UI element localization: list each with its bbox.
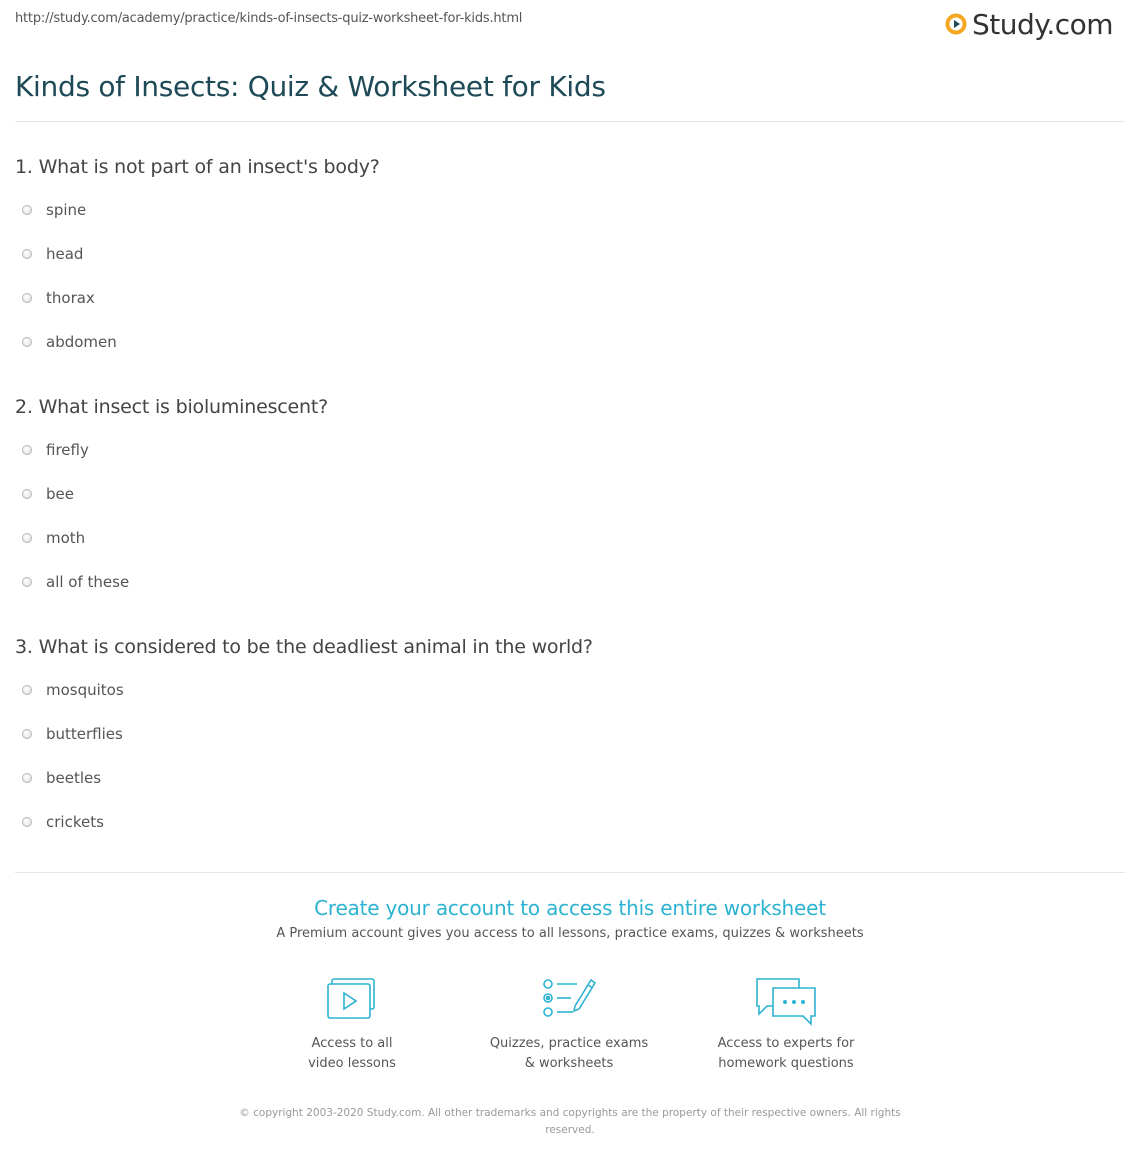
copyright-notice: © copyright 2003-2020 Study.com. All other trademarks and copyrights are the property of their respective owners. All rights reserved. [239,1107,901,1136]
header-divider [15,121,1125,122]
radio-button[interactable] [22,577,32,587]
feature-video-lessons [252,976,452,1074]
answer-label: beetles [46,769,102,787]
answer-option[interactable] [22,812,104,832]
radio-button[interactable] [22,773,32,783]
answer-option[interactable] [22,332,117,352]
answer-label: thorax [46,289,95,307]
answer-option[interactable] [22,724,123,744]
logo-text: Study.com [972,7,1114,41]
answer-label: bee [46,485,74,503]
answer-option[interactable] [22,440,89,460]
radio-button[interactable] [22,685,32,695]
answer-label: moth [46,529,86,547]
radio-button[interactable] [22,489,32,499]
feature-quizzes [469,976,669,1074]
answer-label: butterflies [46,725,123,743]
feature-experts [686,976,886,1074]
section-divider [15,872,1125,873]
answer-option[interactable] [22,572,129,592]
question-2: 2. What insect is bioluminescent? [15,396,329,418]
answer-option[interactable] [22,288,95,308]
radio-button[interactable] [22,293,32,303]
create-account-link[interactable]: Create your account to access this entire worksheet [314,896,826,920]
feature-label-line: Quizzes, practice exams [489,1036,649,1051]
answer-label: mosquitos [46,681,124,699]
feature-label-line: Access to all [311,1036,393,1051]
radio-button[interactable] [22,729,32,739]
radio-button[interactable] [22,205,32,215]
chat-bubbles-icon [753,976,819,1028]
quiz-checklist-icon [541,976,597,1022]
page-url: http://study.com/academy/practice/kinds-of-insects-quiz-worksheet-for-kids.html [15,11,523,26]
answer-option[interactable] [22,244,83,264]
radio-button[interactable] [22,817,32,827]
feature-label-line: homework questions [718,1056,854,1071]
answer-option[interactable] [22,200,86,220]
feature-label-line: Access to experts for [717,1036,855,1051]
radio-button[interactable] [22,337,32,347]
video-lessons-icon [326,976,378,1022]
study-logo[interactable] [944,6,1113,42]
answer-option[interactable] [22,528,85,548]
radio-button[interactable] [22,445,32,455]
answer-label: firefly [46,441,89,459]
feature-label-line: video lessons [308,1056,396,1071]
answer-label: all of these [46,573,130,591]
answer-label: crickets [46,813,104,831]
answer-label: abdomen [46,333,117,351]
premium-description: A Premium account gives you access to all lessons, practice exams, quizzes & worksheets [276,926,864,941]
page-title: Kinds of Insects: Quiz & Worksheet for Kids [15,70,606,103]
answer-option[interactable] [22,680,124,700]
answer-label: spine [46,201,87,219]
question-3: 3. What is considered to be the deadliest animal in the world? [15,636,593,658]
study-play-logo-icon [944,12,968,36]
radio-button[interactable] [22,533,32,543]
answer-label: head [46,245,84,263]
feature-label-line: & worksheets [524,1056,614,1071]
radio-button[interactable] [22,249,32,259]
answer-option[interactable] [22,768,101,788]
question-1: 1. What is not part of an insect's body? [15,156,380,178]
answer-option[interactable] [22,484,74,504]
